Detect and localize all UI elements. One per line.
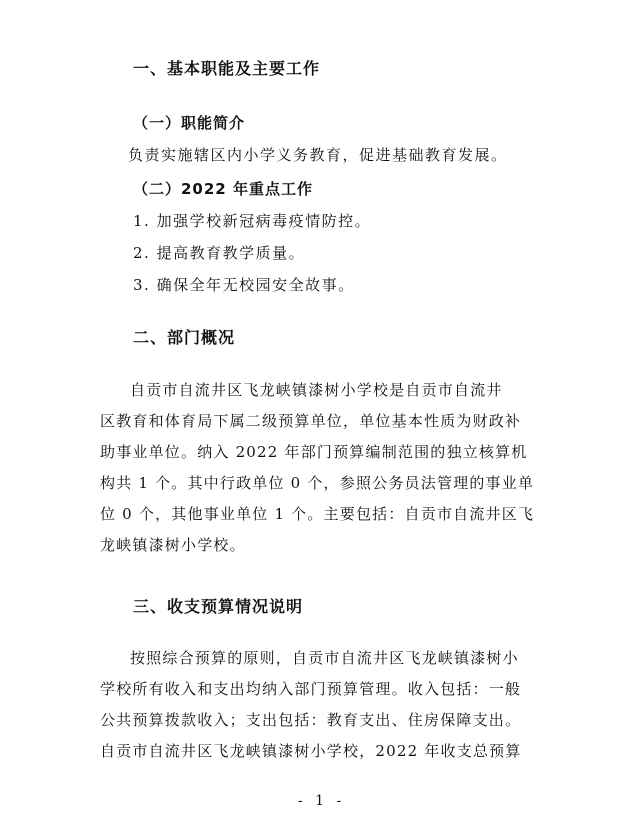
subsection-1-heading: （一）职能简介 [133, 114, 246, 132]
paragraph-line: 自贡市自流井区飞龙峡镇漆树小学校是自贡市自流井 [130, 381, 503, 399]
paragraph-line: 学校所有收入和支出均纳入部门预算管理。收入包括：一般 [100, 680, 522, 698]
section-3-heading: 三、收支预算情况说明 [133, 597, 304, 616]
paragraph-line: 位 0 个，其他事业单位 1 个。主要包括：自贡市自流井区飞 [100, 505, 535, 523]
paragraph-line: 按照综合预算的原则，自贡市自流井区飞龙峡镇漆树小 [130, 649, 519, 667]
paragraph-line: 构共 1 个。其中行政单位 0 个，参照公务员法管理的事业单 [100, 474, 535, 492]
page-number: - 1 - [298, 793, 346, 809]
function-description: 负责实施辖区内小学义务教育，促进基础教育发展。 [128, 146, 508, 164]
paragraph-line: 自贡市自流井区飞龙峡镇漆树小学校，2022 年收支总预算 [100, 742, 522, 760]
work-item: 3. 确保全年无校园安全故事。 [133, 276, 355, 294]
section-2-heading: 二、部门概况 [133, 328, 236, 347]
section-3-paragraph [100, 643, 540, 767]
paragraph-line: 区教育和体育局下属二级预算单位，单位基本性质为财政补 [100, 412, 522, 430]
section-1-heading: 一、基本职能及主要工作 [133, 59, 321, 78]
paragraph-line: 公共预算拨款收入；支出包括：教育支出、住房保障支出。 [100, 711, 522, 729]
paragraph-line: 龙峡镇漆树小学校。 [100, 536, 246, 554]
subsection-2-heading: （二）2022 年重点工作 [133, 180, 313, 198]
work-item: 1. 加强学校新冠病毒疫情防控。 [133, 212, 372, 230]
paragraph-line: 助事业单位。纳入 2022 年部门预算编制范围的独立核算机 [100, 443, 528, 461]
work-item: 2. 提高教育教学质量。 [133, 244, 306, 262]
section-2-paragraph [100, 375, 540, 561]
